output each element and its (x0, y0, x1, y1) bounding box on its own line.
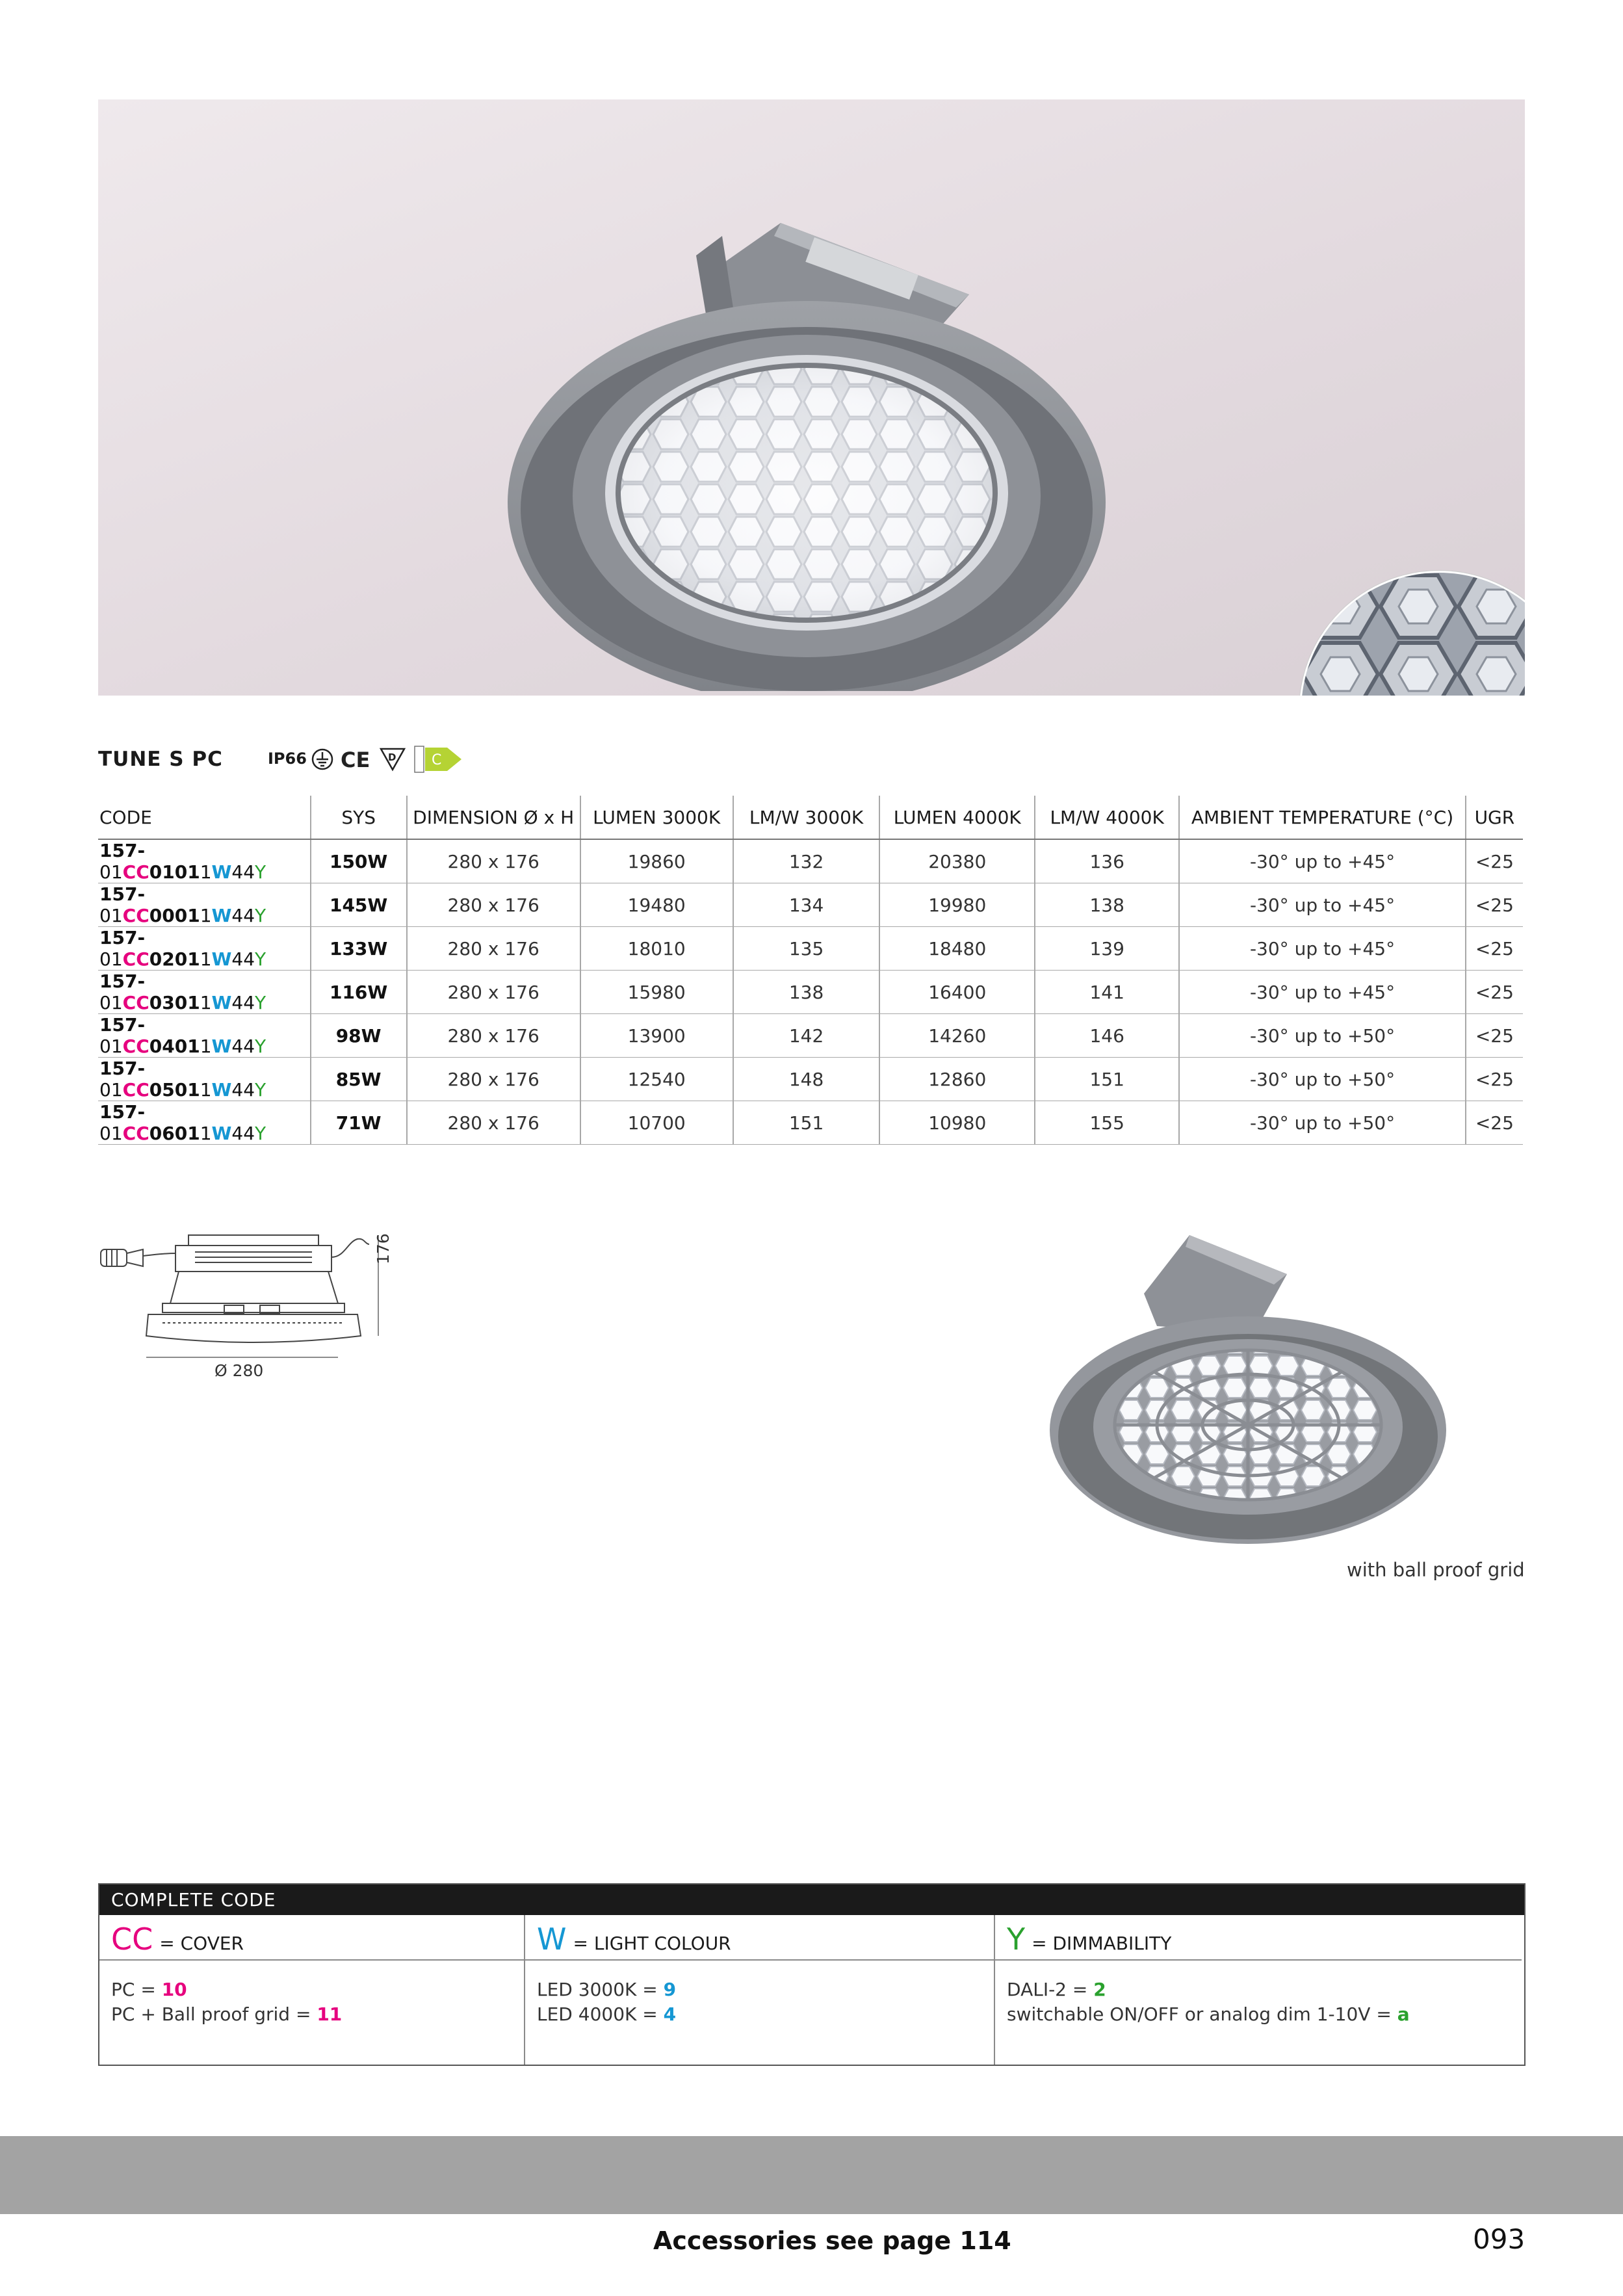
cover-option: PC + Ball proof grid = 11 (111, 2003, 343, 2025)
cell-lumen-4000k: 20380 (879, 839, 1035, 883)
cell-lumen-3000k: 19860 (580, 839, 733, 883)
light-colour-option: LED 3000K = 9 (537, 1979, 677, 2000)
cell-lmw-3000k: 138 (733, 971, 880, 1014)
table-row (98, 1058, 1523, 1101)
cell-lumen-4000k: 10980 (879, 1101, 1035, 1145)
cell-lumen-4000k: 12860 (879, 1058, 1035, 1101)
cell-lmw-3000k: 135 (733, 927, 880, 971)
cell-lmw-3000k: 132 (733, 839, 880, 883)
cell-sys: 85W (311, 1058, 407, 1101)
table-row (98, 839, 1523, 883)
cell-code: 157-01CC03011W44Y (98, 971, 311, 1014)
cell-lmw-3000k: 142 (733, 1014, 880, 1058)
dimmability-option: switchable ON/OFF or analog dim 1-10V = a (1007, 2003, 1410, 2025)
cell-ugr: <25 (1466, 1014, 1523, 1058)
column-header-lmw-3000k: LM/W 3000K (733, 796, 880, 839)
certification-icons (311, 744, 467, 775)
column-header-lumen-4000k: LUMEN 4000K (879, 796, 1035, 839)
cell-code: 157-01CC01011W44Y (98, 839, 311, 883)
cover-column (99, 1915, 525, 2065)
footer-bar (0, 2136, 1623, 2214)
cell-ambient-temperature: -30° up to +45° (1179, 971, 1466, 1014)
cell-dimension: 280 x 176 (407, 1014, 580, 1058)
cell-sys: 145W (311, 883, 407, 927)
light-colour-option: LED 4000K = 4 (537, 2003, 677, 2025)
cell-code: 157-01CC02011W44Y (98, 927, 311, 971)
cell-lumen-3000k: 15980 (580, 971, 733, 1014)
table-row (98, 1101, 1523, 1145)
table-row (98, 883, 1523, 927)
dimmability-column (995, 1915, 1522, 2065)
cell-lumen-3000k: 19480 (580, 883, 733, 927)
cell-code: 157-01CC06011W44Y (98, 1101, 311, 1145)
grid-caption: with ball proof grid (1347, 1559, 1525, 1581)
light-colour-label: = LIGHT COLOUR (573, 1933, 731, 1954)
cell-lumen-3000k: 18010 (580, 927, 733, 971)
diameter-dimension-label: Ø 280 (214, 1361, 264, 1380)
cell-lumen-4000k: 19980 (879, 883, 1035, 927)
page-number: 093 (1473, 2223, 1526, 2255)
cell-ambient-temperature: -30° up to +50° (1179, 1101, 1466, 1145)
cell-lumen-3000k: 12540 (580, 1058, 733, 1101)
cell-lumen-4000k: 18480 (879, 927, 1035, 971)
cell-dimension: 280 x 176 (407, 839, 580, 883)
cell-lumen-3000k: 10700 (580, 1101, 733, 1145)
cover-label: = COVER (159, 1933, 244, 1954)
energy-label-icon (415, 746, 461, 772)
column-header-code: CODE (98, 796, 311, 839)
ip-rating: IP66 (268, 750, 307, 768)
light-colour-letter: W (537, 1922, 567, 1957)
dimmability-label: = DIMMABILITY (1032, 1933, 1172, 1954)
table-header-row (98, 796, 1523, 839)
height-dimension-label: 176 (374, 1233, 393, 1264)
dimmability-option: DALI-2 = 2 (1007, 1979, 1106, 2000)
product-name: TUNE S PC (98, 748, 223, 771)
column-header-lmw-4000k: LM/W 4000K (1035, 796, 1179, 839)
cover-letter: CC (111, 1922, 153, 1957)
complete-code-table (98, 1883, 1526, 2066)
cell-dimension: 280 x 176 (407, 971, 580, 1014)
cover-option: PC = 10 (111, 1979, 187, 2000)
cell-ugr: <25 (1466, 927, 1523, 971)
cell-ugr: <25 (1466, 1058, 1523, 1101)
cell-ambient-temperature: -30° up to +45° (1179, 839, 1466, 883)
cell-lumen-4000k: 14260 (879, 1014, 1035, 1058)
protective-earth-icon (313, 750, 332, 769)
cell-lmw-4000k: 151 (1035, 1058, 1179, 1101)
cell-sys: 150W (311, 839, 407, 883)
product-photo (98, 99, 1525, 696)
luminaire-with-grid-image (1040, 1222, 1456, 1547)
cell-ugr: <25 (1466, 1101, 1523, 1145)
cell-ambient-temperature: -30° up to +50° (1179, 1014, 1466, 1058)
d-mark-icon (381, 749, 404, 770)
svg-text:D: D (388, 751, 396, 763)
cell-dimension: 280 x 176 (407, 927, 580, 971)
complete-code-title: COMPLETE CODE (99, 1885, 1524, 1915)
cell-lmw-3000k: 148 (733, 1058, 880, 1101)
cell-lmw-4000k: 138 (1035, 883, 1179, 927)
cell-dimension: 280 x 176 (407, 883, 580, 927)
table-row (98, 971, 1523, 1014)
specification-table (98, 796, 1523, 1145)
cell-ambient-temperature: -30° up to +45° (1179, 883, 1466, 927)
lens-detail-zoom (1299, 571, 1525, 696)
cell-code: 157-01CC00011W44Y (98, 883, 311, 927)
cell-ugr: <25 (1466, 883, 1523, 927)
cell-ugr: <25 (1466, 839, 1523, 883)
cell-sys: 133W (311, 927, 407, 971)
cell-lmw-4000k: 146 (1035, 1014, 1179, 1058)
column-header-dimension: DIMENSION Ø x H (407, 796, 580, 839)
cell-ambient-temperature: -30° up to +50° (1179, 1058, 1466, 1101)
svg-text:CE: CE (341, 748, 370, 772)
svg-text:C: C (432, 752, 442, 768)
cell-sys: 98W (311, 1014, 407, 1058)
cell-lmw-3000k: 151 (733, 1101, 880, 1145)
cell-lmw-4000k: 139 (1035, 927, 1179, 971)
light-colour-column (525, 1915, 995, 2065)
cell-code: 157-01CC05011W44Y (98, 1058, 311, 1101)
cell-lmw-4000k: 141 (1035, 971, 1179, 1014)
cell-lumen-4000k: 16400 (879, 971, 1035, 1014)
cell-lmw-4000k: 155 (1035, 1101, 1179, 1145)
high-bay-luminaire-image (501, 158, 1216, 691)
column-header-ugr: UGR (1466, 796, 1523, 839)
table-row (98, 927, 1523, 971)
cell-ambient-temperature: -30° up to +45° (1179, 927, 1466, 971)
table-row (98, 1014, 1523, 1058)
cell-dimension: 280 x 176 (407, 1101, 580, 1145)
cell-lumen-3000k: 13900 (580, 1014, 733, 1058)
cell-sys: 71W (311, 1101, 407, 1145)
cell-sys: 116W (311, 971, 407, 1014)
cell-lmw-3000k: 134 (733, 883, 880, 927)
cell-dimension: 280 x 176 (407, 1058, 580, 1101)
column-header-lumen-3000k: LUMEN 3000K (580, 796, 733, 839)
cell-lmw-4000k: 136 (1035, 839, 1179, 883)
column-header-sys: SYS (311, 796, 407, 839)
cell-code: 157-01CC04011W44Y (98, 1014, 311, 1058)
column-header-ambient-temperature: AMBIENT TEMPERATURE (°C) (1179, 796, 1466, 839)
cell-ugr: <25 (1466, 971, 1523, 1014)
accessories-note: Accessories see page 114 (653, 2226, 1011, 2255)
dimmability-letter: Y (1007, 1922, 1026, 1957)
ce-mark-icon (341, 748, 370, 772)
